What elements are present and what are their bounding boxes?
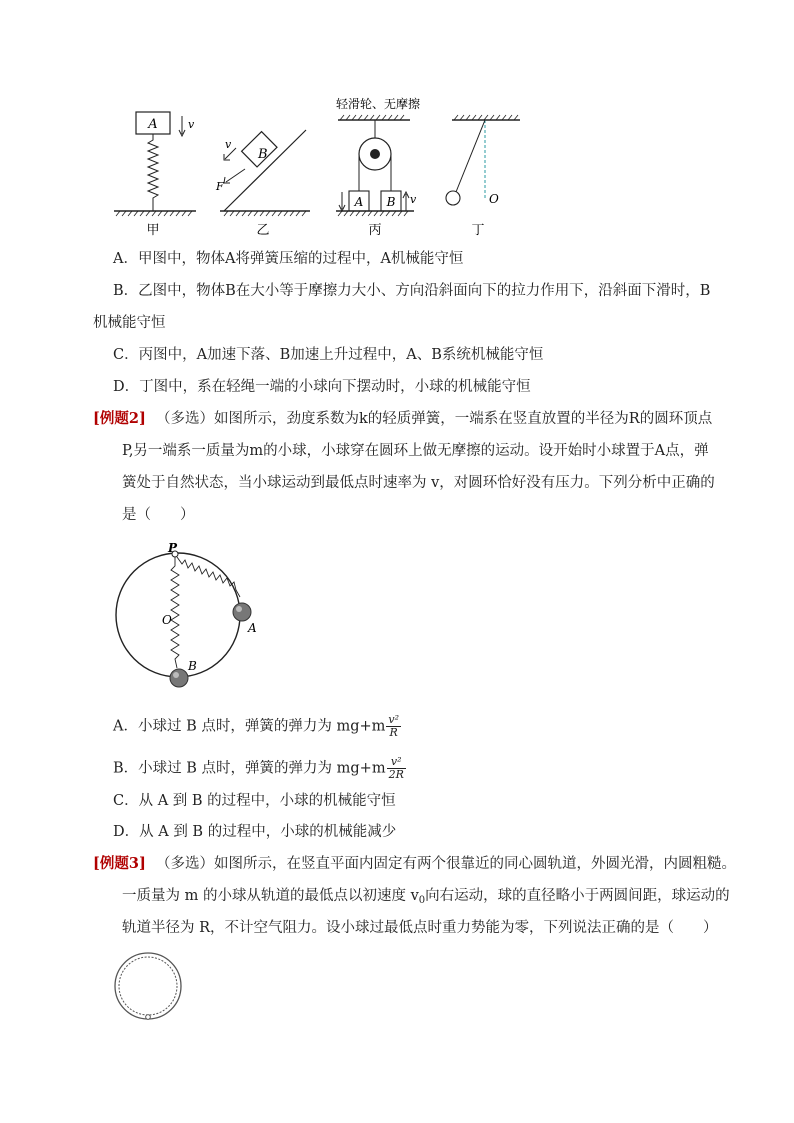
caption-ding: 丁 (471, 223, 485, 238)
fraction-denominator: R (389, 726, 398, 739)
example3-line1: （多选）如图所示，在竖直平面内固定有两个很靠近的同心圆轨道，外圆光滑，内圆粗糙。 (156, 856, 736, 872)
subscript-zero: 0 (418, 895, 426, 906)
label-velocity-bing: v (410, 193, 417, 206)
example2-option-c: C．从 A 到 B 的过程中，小球的机械能守恒 (113, 793, 396, 809)
label-point-p: P (168, 541, 178, 555)
diagram-bing (336, 96, 420, 238)
diagram-ding (446, 115, 520, 238)
example3-line2-part2: 向右运动，球的直径略小于两圆间距，球运动的 (425, 888, 730, 904)
label-center-o: O (162, 613, 172, 627)
example2-line1: （多选）如图所示，劲度系数为k的轻质弹簧，一端系在竖直放置的半径为R的圆环顶点 (156, 411, 713, 427)
q1-option-b-line1: B．乙图中，物体B在大小等于摩擦力大小、方向沿斜面向下的拉力作用下，沿斜面下滑时，B (113, 283, 711, 299)
figure-2-svg (108, 540, 268, 695)
label-point-b: B (188, 659, 197, 673)
label-velocity-jia: v (188, 118, 195, 131)
label-velocity-yi: v (225, 138, 232, 151)
fraction-denominator: 2R (388, 768, 404, 781)
q1-option-a: A．甲图中，物体A将弹簧压缩的过程中，A机械能守恒 (113, 251, 464, 267)
label-block-a: A (148, 117, 158, 132)
fraction-numerator: v² (387, 756, 406, 769)
figure-1-svg (108, 92, 538, 242)
q1-option-d: D．丁图中，系在轻绳一端的小球向下摆动时，小球的机械能守恒 (113, 379, 531, 395)
caption-bing: 丙 (368, 223, 382, 238)
example3-line3: 轨道半径为 R，不计空气阻力。设小球过最低点时重力势能为零，下列说法正确的是（ ） (122, 920, 718, 936)
label-point-a: A (248, 621, 257, 635)
figure-concentric-tracks (110, 950, 190, 1025)
label-pulley-a: A (354, 195, 364, 209)
example2-option-d: D．从 A 到 B 的过程中，小球的机械能减少 (113, 824, 397, 840)
q1-option-b-line2: 机械能守恒 (93, 315, 166, 331)
label-block-b-incline: B (258, 147, 268, 162)
fraction-v2-over-2r (387, 756, 406, 781)
example2-line3: 簧处于自然状态，当小球运动到最低点时速率为 v，对圆环恰好没有压力。下列分析中正确的 (122, 475, 715, 491)
fraction-numerator: v² (388, 713, 400, 726)
example2-line2: P,另一端系一质量为m的小球，小球穿在圆环上做无摩擦的运动。设开始时小球置于A点，弹 (122, 443, 709, 459)
example3-tag: [例题3] (93, 855, 146, 872)
example2-option-b-text: B．小球过 B 点时，弹簧的弹力为 mg+m (113, 760, 386, 777)
diagram-yi (215, 130, 310, 238)
figure-mechanical-energy-cases (108, 92, 538, 242)
example2-option-b (113, 756, 406, 781)
example3-line2 (122, 886, 730, 911)
label-pulley-b: B (386, 195, 396, 209)
q1-option-c: C．丙图中，A加速下落、B加速上升过程中，A、B系统机械能守恒 (113, 347, 544, 363)
example2-tag: [例题2] (93, 410, 146, 427)
caption-yi: 乙 (256, 223, 270, 238)
fraction-v2-over-r (386, 714, 401, 739)
figure-ring-spring (108, 540, 268, 695)
label-force-f: F (216, 180, 224, 193)
diagram-jia (114, 112, 196, 238)
caption-jia: 甲 (146, 223, 160, 238)
example2-option-a-text: A．小球过 B 点时，弹簧的弹力为 mg+m (113, 718, 386, 735)
example2-option-a (113, 714, 401, 739)
example2-line4: 是（ ） (122, 507, 195, 523)
example3-line2-part1: 一质量为 m 的小球从轨道的最低点以初速度 v (122, 888, 419, 904)
caption-pulley-note: 轻滑轮、无摩擦 (335, 97, 421, 111)
figure-3-svg (110, 950, 190, 1025)
label-pendulum-o: O (489, 192, 499, 206)
